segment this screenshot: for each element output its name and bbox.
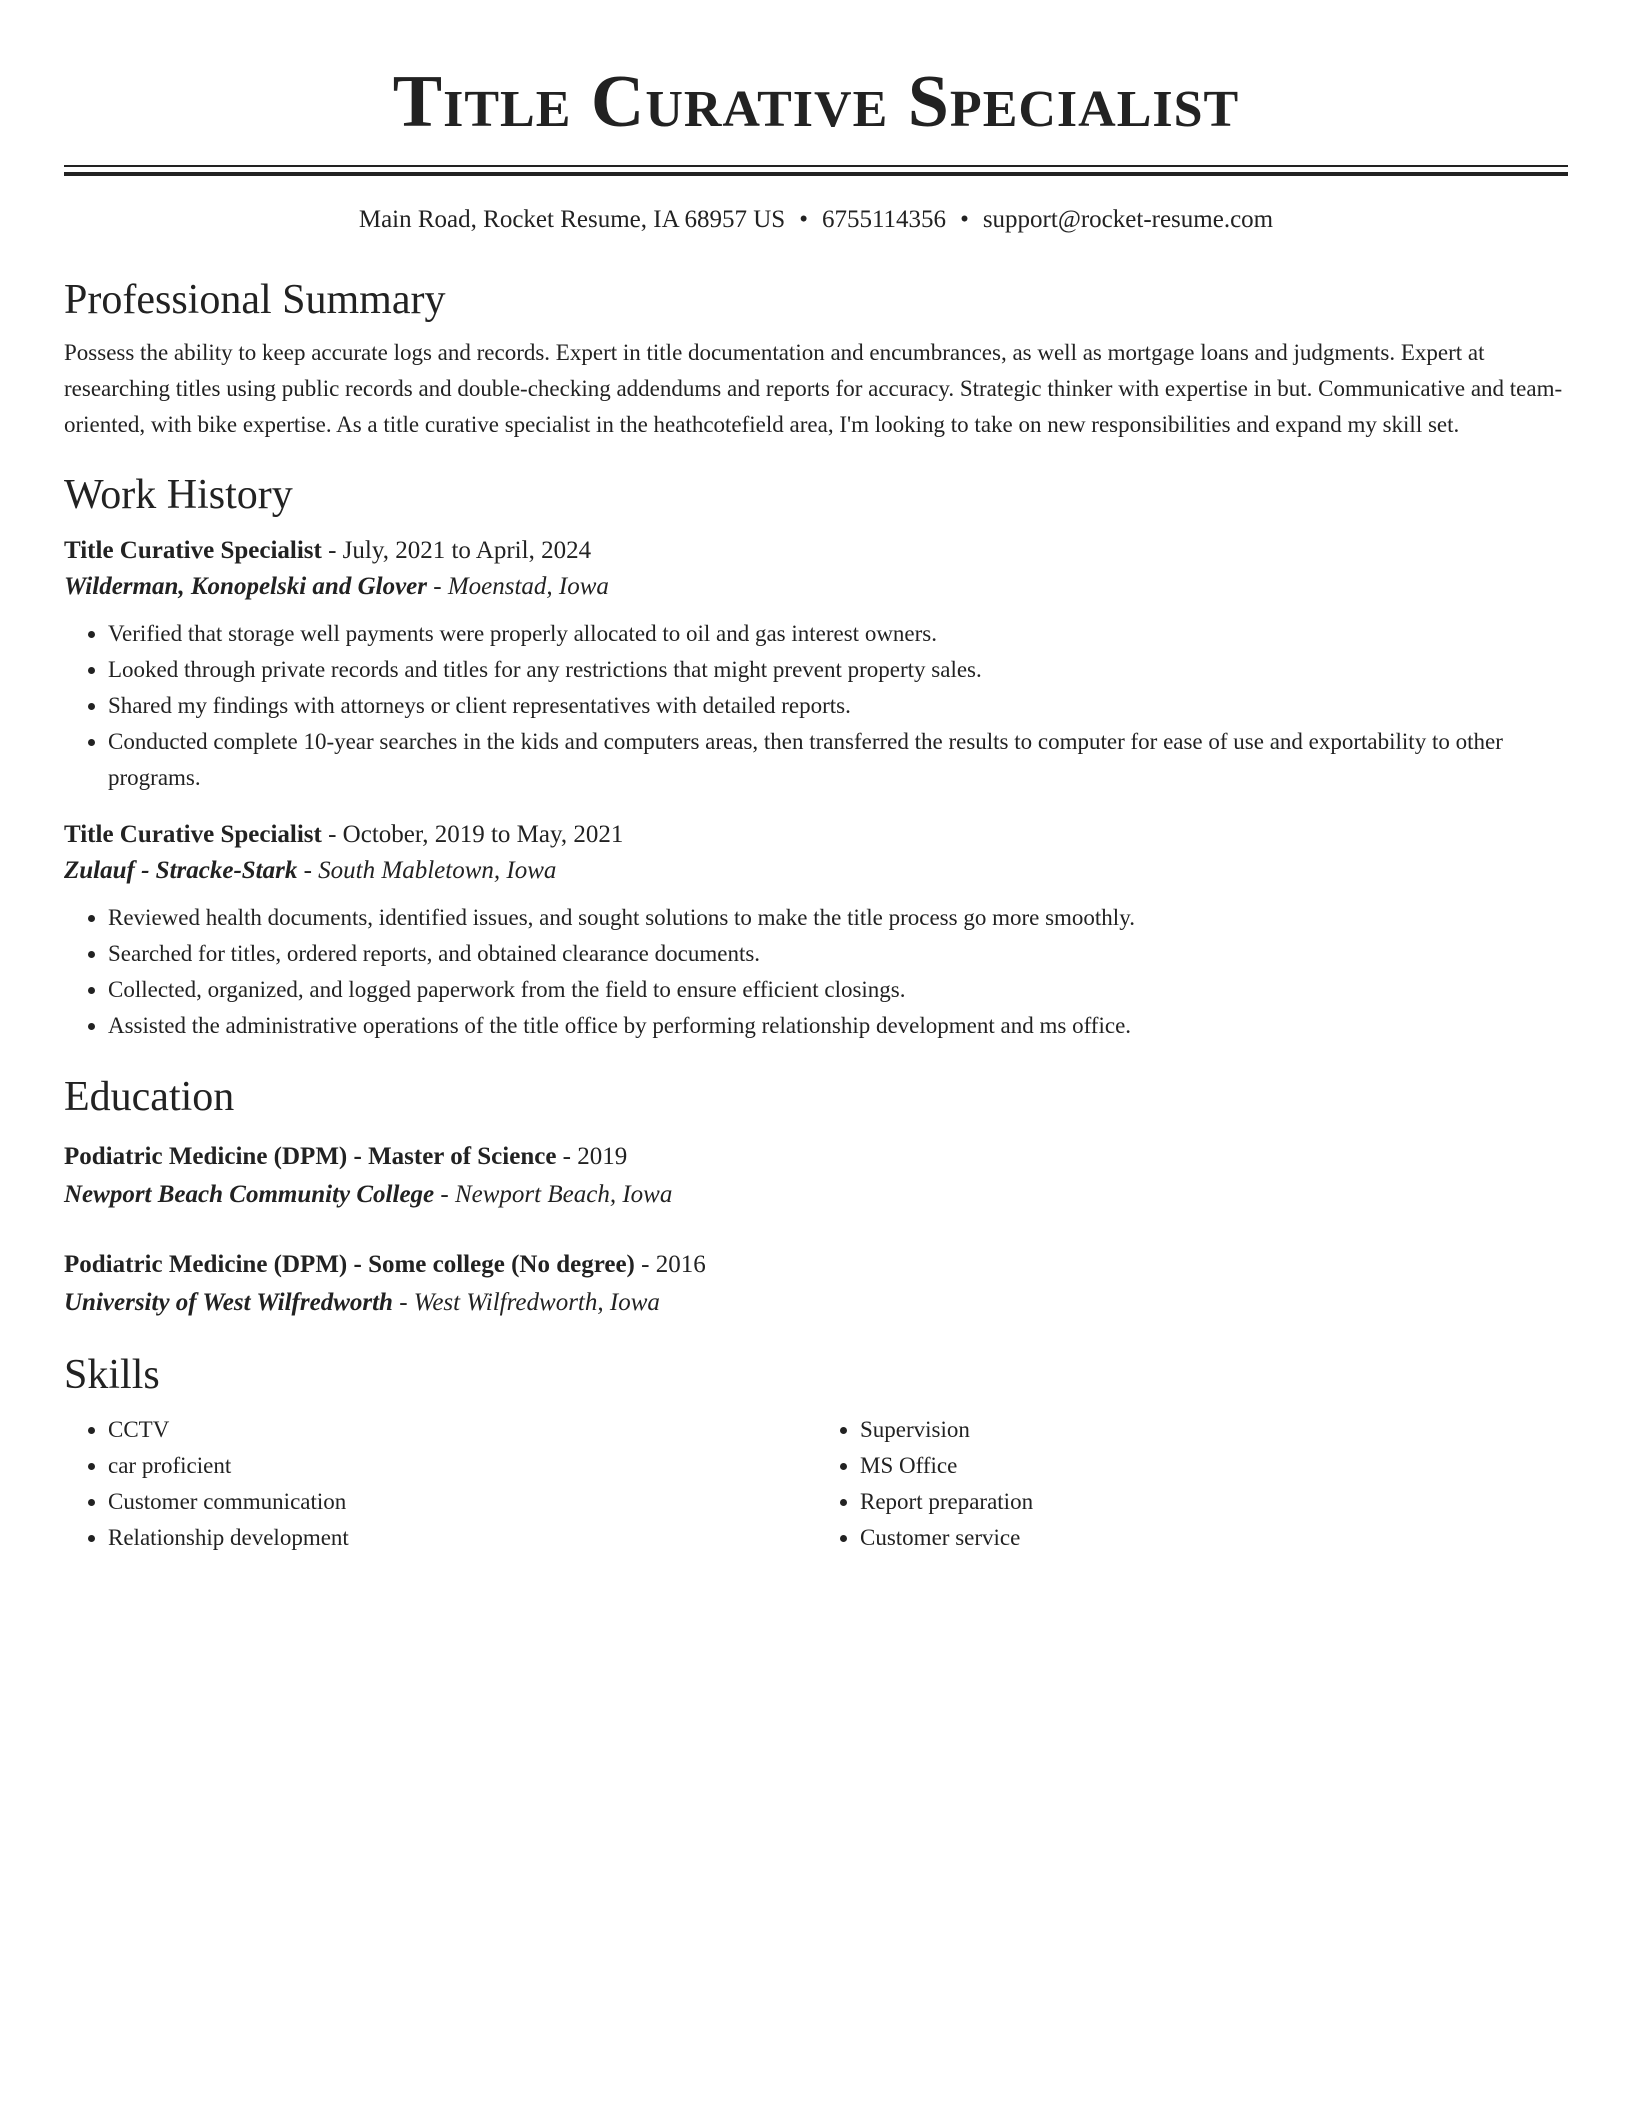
contact-address: Main Road, Rocket Resume, IA 68957 US — [358, 206, 786, 233]
page-title: Title Curative Specialist — [392, 61, 1240, 143]
skills-column-left — [64, 1412, 816, 1556]
education-degree: Podiatric Medicine (DPM) - Master of Science — [64, 1143, 557, 1170]
job-role: Title Curative Specialist — [64, 537, 322, 564]
education-school: University of West Wilfredworth — [64, 1289, 393, 1316]
skill-item: • Supervision — [860, 1412, 1568, 1448]
job-company: Zulauf - Stracke-Stark — [64, 857, 298, 884]
work-history-heading: Work History — [64, 472, 293, 518]
education-entry — [64, 1138, 1568, 1214]
skills-grid — [64, 1412, 1568, 1556]
skill-item: • CCTV — [108, 1412, 816, 1448]
education-entry — [64, 1246, 1568, 1322]
skill-item: • Relationship development — [108, 1520, 816, 1556]
contact-line — [64, 205, 1568, 235]
job-duties — [64, 616, 1568, 796]
list-item: • Verified that storage well payments were properly allocated to oil and gas interest owners. — [108, 616, 1568, 652]
job-company: Wilderman, Konopelski and Glover — [64, 573, 427, 600]
contact-email: support@rocket-resume.com — [982, 206, 1274, 233]
education-degree: Podiatric Medicine (DPM) - Some college (No degree) — [64, 1251, 635, 1278]
job-entry — [64, 534, 1568, 796]
job-dates: - July, 2021 to April, 2024 — [321, 537, 592, 564]
contact-separator: • — [960, 206, 969, 233]
job-header — [64, 818, 1568, 852]
education-header — [64, 1138, 1568, 1176]
list-item: • Shared my findings with attorneys or client representatives with detailed reports. — [108, 688, 1568, 724]
job-employer — [64, 568, 1568, 606]
education-header — [64, 1246, 1568, 1284]
education-year: - 2016 — [634, 1251, 706, 1278]
skill-item: • MS Office — [860, 1448, 1568, 1484]
education-school-line — [64, 1176, 1568, 1214]
job-header — [64, 534, 1568, 568]
education-heading: Education — [64, 1074, 235, 1120]
skills-column-right — [816, 1412, 1568, 1556]
job-location: - Moenstad, Iowa — [427, 573, 609, 600]
job-entry — [64, 818, 1568, 1044]
education-year: - 2019 — [556, 1143, 628, 1170]
skill-item: • car proficient — [108, 1448, 816, 1484]
skill-item: • Report preparation — [860, 1484, 1568, 1520]
summary-text: Possess the ability to keep accurate logs and records. Expert in title documentation and encumbrances, as well as mortgage loans and judgments. Expert at researching titles using public records and double-checking addendums and reports for accuracy. Strategic thinker with expertise in but. Communicative and team-oriented, with bike expertise. As a title curative specialist in the heathcotefield area, I'm looking to take on new responsibilities and expand my skill set. — [64, 340, 1563, 437]
list-item: • Conducted complete 10-year searches in the kids and computers areas, then transferred the results to computer for ease of use and exportability to other programs. — [108, 724, 1568, 796]
list-item: • Collected, organized, and logged paperwork from the field to ensure efficient closings. — [108, 972, 1568, 1008]
education-school-line — [64, 1284, 1568, 1322]
skill-item: • Customer communication — [108, 1484, 816, 1520]
list-item: • Assisted the administrative operations of the title office by performing relationship development and ms office. — [108, 1008, 1568, 1044]
list-item: • Reviewed health documents, identified issues, and sought solutions to make the title process go more smoothly. — [108, 900, 1568, 936]
job-employer — [64, 852, 1568, 890]
skills-heading: Skills — [64, 1352, 160, 1398]
title-divider — [64, 165, 1568, 176]
list-item: • Searched for titles, ordered reports, and obtained clearance documents. — [108, 936, 1568, 972]
job-role: Title Curative Specialist — [64, 821, 322, 848]
skill-item: • Customer service — [860, 1520, 1568, 1556]
job-location: - South Mabletown, Iowa — [297, 857, 557, 884]
list-item: • Looked through private records and titles for any restrictions that might prevent property sales. — [108, 652, 1568, 688]
summary-heading: Professional Summary — [64, 277, 446, 323]
job-duties — [64, 900, 1568, 1044]
contact-phone: 6755114356 — [821, 206, 947, 233]
education-location: - West Wilfredworth, Iowa — [392, 1289, 660, 1316]
job-dates: - October, 2019 to May, 2021 — [321, 821, 624, 848]
education-location: - Newport Beach, Iowa — [434, 1181, 673, 1208]
education-school: Newport Beach Community College — [64, 1181, 435, 1208]
contact-separator: • — [799, 206, 808, 233]
